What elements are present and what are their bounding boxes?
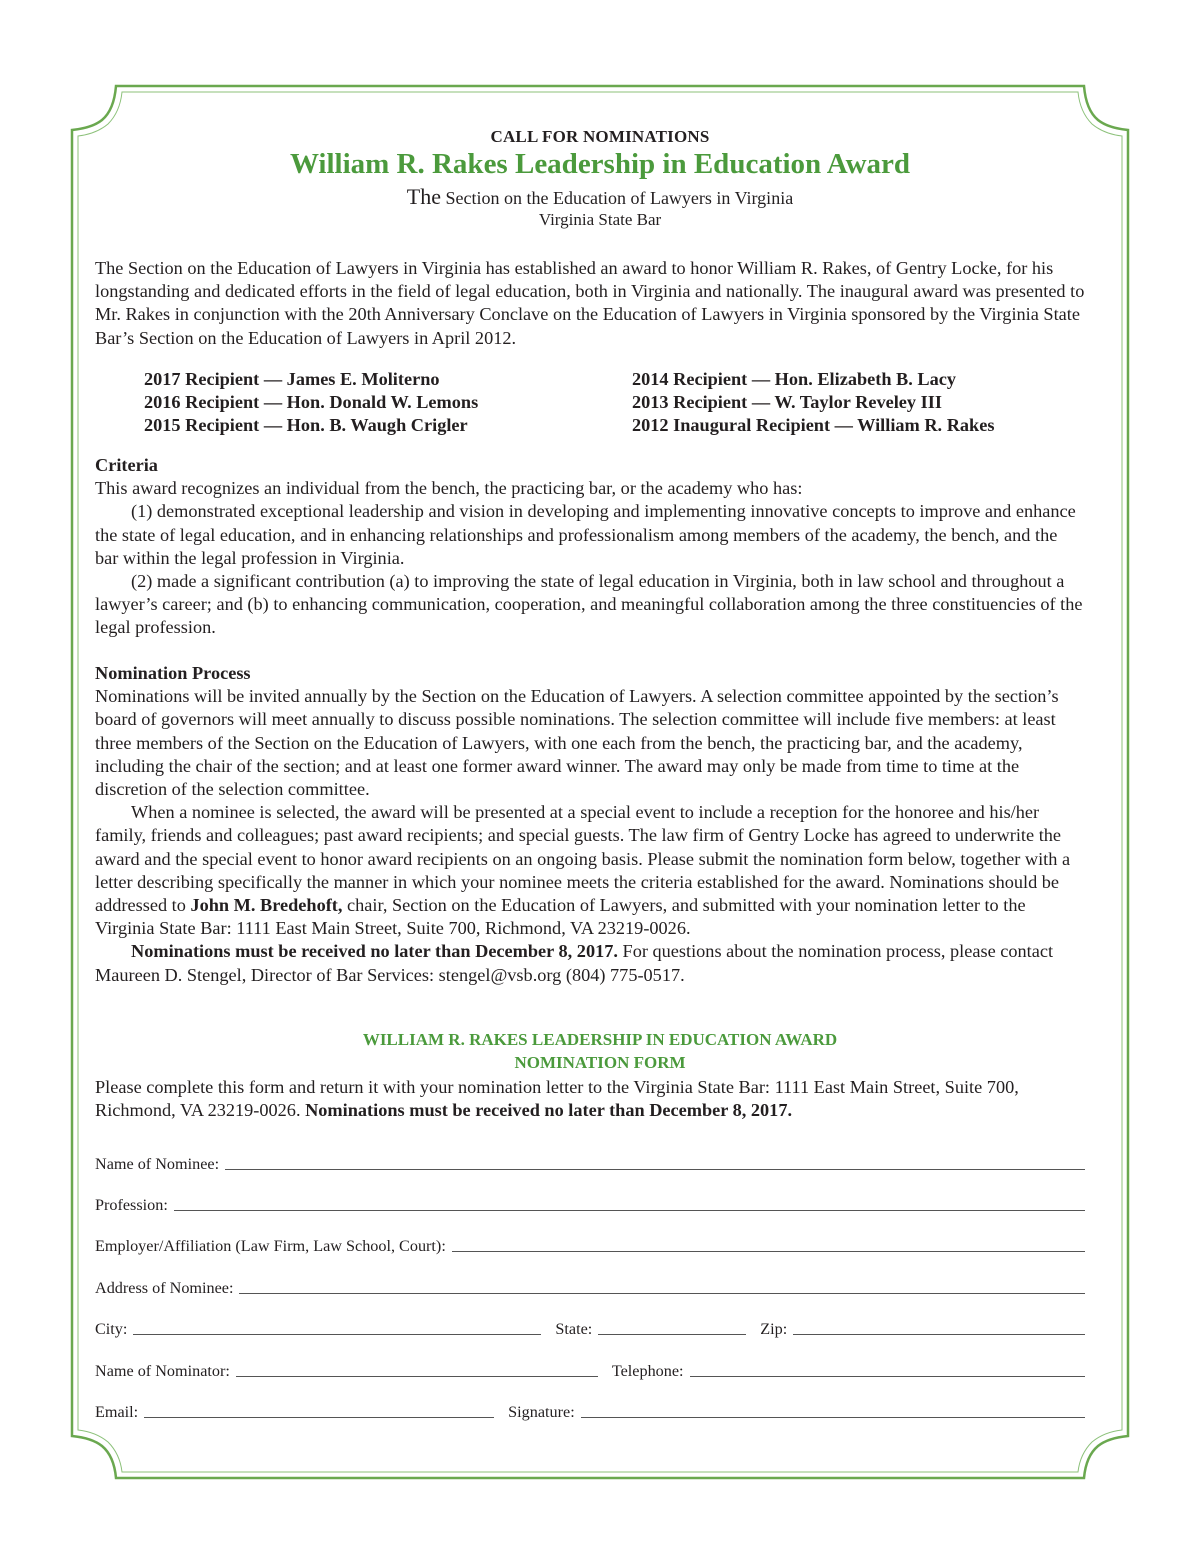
signature-label: Signature: — [508, 1403, 575, 1421]
chair-name: John M. Bredehoft, — [190, 895, 343, 916]
address-row — [95, 1274, 1085, 1298]
city-state-zip-row — [95, 1315, 1085, 1339]
process-text: chair, Section on the Education of Lawyers, and submitted with your nomination letter to the Virginia State Bar: 1111 East Main Street, Suite 700, Richmond, VA 23219-0026. — [95, 895, 1026, 939]
recipients-right — [632, 368, 994, 438]
subtitle-the: The — [406, 184, 441, 209]
form-title: WILLIAM R. RAKES LEADERSHIP IN EDUCATION AWARD — [362, 1030, 838, 1049]
kicker: CALL FOR NOMINATIONS — [490, 127, 710, 146]
state-label: State: — [555, 1320, 593, 1338]
nominee-name-label: Name of Nominee: — [95, 1155, 220, 1173]
recipient-item: 2015 Recipient — Hon. B. Waugh Crigler — [144, 415, 468, 436]
process-section — [95, 662, 1085, 987]
instructions-deadline: Nominations must be received no later than December 8, 2017. — [305, 1100, 793, 1121]
process-paragraph-2 — [95, 801, 1085, 940]
employer-row — [95, 1232, 1085, 1256]
state-field[interactable] — [598, 1334, 746, 1335]
recipient-item: 2017 Recipient — James E. Moliterno — [144, 369, 440, 389]
criteria-lead: This award recognizes an individual from the bench, the practicing bar, or the academy who has: — [95, 478, 803, 499]
recipient-item: 2013 Recipient — W. Taylor Reveley III — [632, 392, 942, 413]
signature-field[interactable] — [581, 1417, 1085, 1418]
profession-field[interactable] — [174, 1210, 1085, 1211]
process-paragraph-3 — [95, 940, 1085, 986]
telephone-label: Telephone: — [611, 1362, 684, 1380]
deadline-notice: Nominations must be received no later than December 8, 2017. — [131, 941, 618, 962]
page-title: William R. Rakes Leadership in Education Award — [289, 148, 911, 180]
email-field[interactable] — [144, 1417, 494, 1418]
telephone-field[interactable] — [690, 1376, 1085, 1377]
email-label: Email: — [95, 1403, 139, 1421]
recipient-item: 2016 Recipient — Hon. Donald W. Lemons — [144, 392, 479, 413]
criteria-item-2: (2) made a significant contribution (a) to improving the state of legal education in Virginia, both in law school and throughout a lawyer’s career; and (b) to enhancing communication, cooperation, and meaningful collaboration among the three constituencies of the legal profession. — [95, 571, 1083, 638]
profession-row — [95, 1191, 1085, 1215]
form-subtitle: NOMINATION FORM — [514, 1053, 686, 1072]
criteria-heading: Criteria — [95, 455, 158, 475]
form-instructions — [95, 1076, 1085, 1122]
nominee-name-row — [95, 1150, 1085, 1174]
nominator-name-field[interactable] — [236, 1376, 598, 1377]
process-heading: Nomination Process — [95, 663, 251, 683]
city-field[interactable] — [133, 1334, 541, 1335]
profession-label: Profession: — [95, 1196, 168, 1214]
address-field[interactable] — [239, 1293, 1085, 1294]
criteria-item-1: (1) demonstrated exceptional leadership and vision in developing and implementing innovative concepts to improve and enhance the state of legal education, and in enhancing relationships and professionalism among members of the academy, the bench, and the bar within the legal profession in Virginia. — [95, 501, 1076, 568]
organization: Virginia State Bar — [538, 210, 662, 229]
recipient-item: 2012 Inaugural Recipient — William R. Rakes — [632, 415, 995, 436]
recipient-item: 2014 Recipient — Hon. Elizabeth B. Lacy — [632, 369, 956, 389]
employer-field[interactable] — [452, 1251, 1085, 1252]
instructions-text: Please complete this form and return it with your nomination letter to the Virginia State Bar: 1111 East Main Street, Suite 700, Richmond, VA 23219-0026. — [95, 1077, 1019, 1121]
address-label: Address of Nominee: — [95, 1279, 234, 1297]
nominee-name-field[interactable] — [225, 1169, 1085, 1170]
contact-text: For questions about the nomination process, please contact Maureen D. Stengel, Director of Bar Services: stengel@vsb.org (804) 775-0517. — [95, 941, 1054, 985]
zip-field[interactable] — [793, 1334, 1085, 1335]
nominator-name-label: Name of Nominator: — [95, 1362, 230, 1380]
employer-label: Employer/Affiliation (Law Firm, Law School, Court): — [95, 1237, 446, 1255]
recipients-left — [144, 368, 478, 438]
email-signature-row — [95, 1398, 1085, 1422]
intro-paragraph: The Section on the Education of Lawyers in Virginia has established an award to honor William R. Rakes, of Gentry Locke, for his longstanding and dedicated efforts in the field of legal education, both in Virginia and nationally. The inaugural award was presented to Mr. Rakes in conjunction with the 20th Anniversary Conclave on the Education of Lawyers in Virginia sponsored by the Virginia State Bar’s Section on the Education of Lawyers in April 2012. — [95, 258, 1085, 348]
city-label: City: — [95, 1320, 128, 1338]
process-text: When a nominee is selected, the award will be presented at a special event to include a reception for the honoree and his/her family, friends and colleagues; past award recipients; and special guests. The law firm of Gentry Locke has agreed to underwrite the award and the special event to honor award recipients on an ongoing basis. Please submit the nomination form below, together with a letter describing specifically the manner in which your nominee meets the criteria established for the award. Nominations should be addressed to — [95, 802, 1071, 916]
zip-label: Zip: — [760, 1320, 788, 1338]
subtitle-rest: Section on the Education of Lawyers in Virginia — [441, 188, 794, 208]
process-paragraph-1: Nominations will be invited annually by the Section on the Education of Lawyers. A selection committee appointed by the section’s board of governors will meet annually to discuss possible nominations. The selection committee will include five members: at least three members of the Section on the Education of Lawyers, with one each from the bench, the practicing bar, and the academy, including the chair of the section; and at least one former award winner. The award may only be made from time to time at the discretion of the selection committee. — [95, 686, 1059, 800]
criteria-section — [95, 454, 1085, 640]
nominator-row — [95, 1357, 1085, 1381]
subtitle — [0, 184, 1200, 210]
